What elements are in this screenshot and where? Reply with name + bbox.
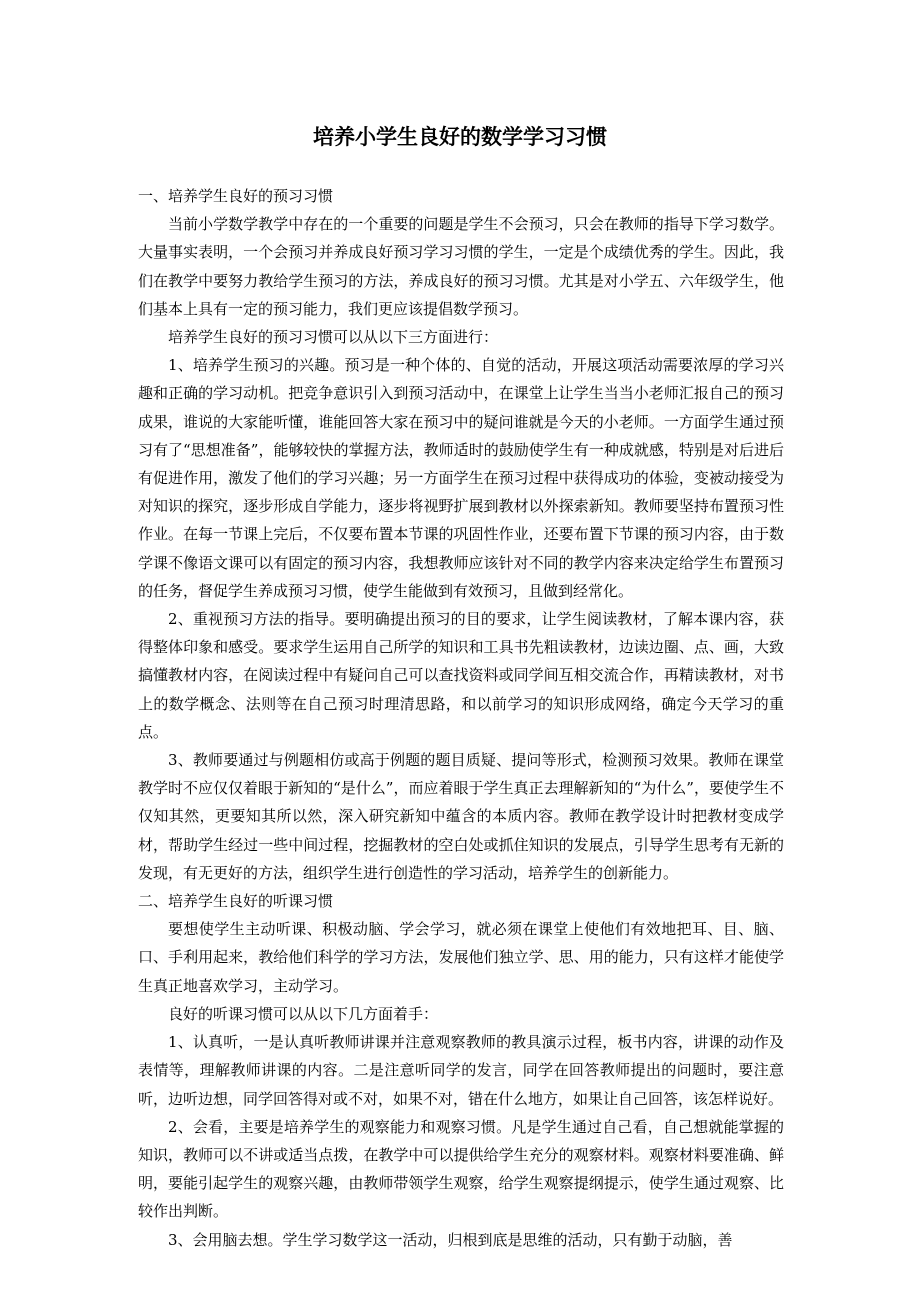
paragraph: 1、培养学生预习的兴趣。预习是一种个体的、自觉的活动，开展这项活动需要浓厚的学习兴趣和正确的学习动机。把竞争意识引入到预习活动中，在课堂上让学生当当小老师汇报自己的预习成果，谁说的大家能听懂，谁能回答大家在预习中的疑问谁就是今天的小老师。一方面学生通过预习有了“思想准备”，能够较快的掌握方法，教师适时的鼓励使学生有一种成就感，特别是对后进后有促进作用，激发了他们的学习兴趣；另一方面学生在预习过程中获得成功的体验，变被动接受为对知识的探究，逐步形成自学能力，逐步将视野扩展到教材以外探索新知。教师要坚持布置预习性作业。在每一节课上完后，不仅要布置本节课的巩固性作业，还要布置下节课的预习内容，由于数学课不像语文课可以有固定的预习内容，我想教师应该针对不同的教学内容来决定给学生布置预习的任务，督促学生养成预习习惯，使学生能做到有效预习，且做到经常化。 [138, 356, 784, 600]
paragraph: 3、会用脑去想。学生学习数学这一活动，归根到底是思维的活动，只有勤于动脑，善 [168, 1230, 733, 1249]
paragraph: 要想使学生主动听课、积极动脑、学会学习，就必须在课堂上使他们有效地把耳、目、脑、口、手利用起来，教给他们科学的学习方法，发展他们独立学、思、用的能力，只有这样才能使学生真正地喜欢学习，主动学习。 [138, 920, 784, 995]
section-heading: 一、培养学生良好的预习习惯 [138, 187, 334, 205]
paragraph: 当前小学数学教学中存在的一个重要的问题是学生不会预习，只会在教师的指导下学习数学。大量事实表明，一个会预习并养成良好预习学习习惯的学生，一定是个成绩优秀的学生。因此，我们在教学中要努力教给学生预习的方法，养成良好的预习习惯。尤其是对小学五、六年级学生，他们基本上具有一定的预习能力，我们更应该提倡数学预习。 [138, 215, 784, 318]
paragraph: 培养学生良好的预习习惯可以从以下三方面进行： [168, 328, 499, 347]
paragraph: 2、重视预习方法的指导。要明确提出预习的目的要求，让学生阅读教材，了解本课内容，获得整体印象和感受。要求学生运用自己所学的知识和工具书先粗读教材，边读边圈、点、画，大致搞懂教材内容，在阅读过程中有疑问自己可以查找资料或同学间互相交流合作，再精读教材，对书上的数学概念、法则等在自己预习时理清思路，和以前学习的知识形成网络，确定今天学习的重点。 [138, 610, 784, 741]
paragraph: 3、教师要通过与例题相仿或高于例题的题目质疑、提问等形式，检测预习效果。教师在课堂教学时不应仅仅着眼于新知的“是什么”，而应着眼于学生真正去理解新知的“为什么”，要使学生不仅知其然，更要知其所以然，深入研究新知中蕴含的本质内容。教师在教学设计时把教材变成学材，帮助学生经过一些中间过程，挖掘教材的空白处或抓住知识的发展点，引导学生思考有无新的发现，有无更好的方法，组织学生进行创造性的学习活动，培养学生的创新能力。 [138, 751, 784, 882]
paragraph: 1、认真听，一是认真听教师讲课并注意观察教师的教具演示过程，板书内容，讲课的动作及表情等，理解教师讲课的内容。二是注意听同学的发言，同学在回答教师提出的问题时，要注意听，边听边想，同学回答得对或不对，如果不对，错在什么地方，如果让自己回答，该怎样说好。 [138, 1033, 784, 1108]
paragraph: 2、会看，主要是培养学生的观察能力和观察习惯。凡是学生通过自己看，自己想就能掌握的知识，教师可以不讲或适当点拨，在教学中可以提供给学生充分的观察材料。观察材料要准确、鲜明，要能引起学生的观察兴趣，由教师带领学生观察，给学生观察提纲提示，使学生通过观察、比较作出判断。 [138, 1117, 784, 1221]
document-body [138, 182, 784, 1254]
paragraph: 良好的听课习惯可以从以下几方面着手： [168, 1004, 439, 1023]
document-title: 培养小学生良好的数学学习习惯 [313, 125, 607, 149]
section-heading: 二、培养学生良好的听课习惯 [138, 892, 334, 911]
